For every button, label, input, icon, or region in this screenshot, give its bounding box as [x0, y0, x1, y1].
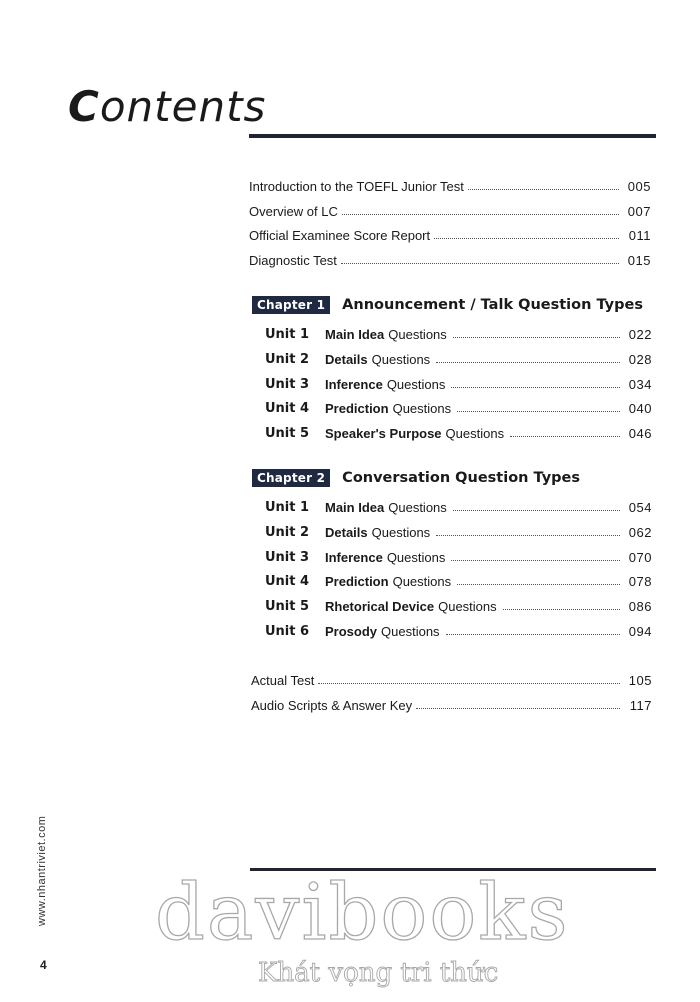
- unit-question-type: Questions: [388, 327, 447, 342]
- title-initial: C: [68, 82, 100, 131]
- toc-entry-diagnostic[interactable]: [249, 246, 651, 268]
- leader-dots: [342, 213, 619, 215]
- unit-page: 040: [628, 401, 652, 416]
- chapter-2-unit-1[interactable]: [265, 493, 652, 515]
- unit-page: 022: [628, 327, 652, 342]
- leader-dots: [451, 386, 620, 388]
- leader-dots: [446, 633, 620, 635]
- unit-label: Unit 1: [265, 327, 310, 342]
- unit-topic: Details: [325, 525, 368, 540]
- toc-entry-page: 105: [628, 673, 652, 688]
- chapter-1-unit-3[interactable]: [265, 370, 652, 392]
- title-rest: ontents: [99, 82, 267, 131]
- unit-label: Unit 5: [265, 426, 310, 441]
- unit-page: 070: [628, 550, 652, 565]
- chapter-1-unit-2[interactable]: [265, 345, 652, 367]
- unit-question-type: Questions: [445, 426, 505, 441]
- chapter-1-unit-4[interactable]: [265, 394, 652, 416]
- unit-label: Unit 1: [265, 500, 310, 515]
- chapter-1-unit-1[interactable]: [265, 320, 652, 342]
- leader-dots: [457, 583, 620, 585]
- unit-question-type: Questions: [386, 550, 446, 565]
- chapter-1-heading[interactable]: [252, 296, 643, 314]
- toc-entry-page: 117: [629, 698, 652, 713]
- unit-label: Unit 2: [265, 352, 310, 367]
- unit-page: 054: [628, 500, 652, 515]
- leader-dots: [436, 534, 620, 536]
- unit-page: 028: [628, 352, 652, 367]
- unit-question-type: Questions: [388, 500, 447, 515]
- unit-question-type: Questions: [371, 525, 431, 540]
- watermark-slogan: Khát vọng tri thức: [258, 958, 499, 988]
- unit-page: 078: [628, 574, 652, 589]
- unit-question-type: Questions: [371, 352, 431, 367]
- leader-dots: [318, 682, 620, 684]
- toc-entry-audio-scripts[interactable]: [251, 691, 652, 713]
- toc-entry-page: 007: [627, 204, 651, 219]
- chapter-title: Conversation Question Types: [342, 470, 580, 486]
- toc-entry-overview[interactable]: [249, 197, 651, 219]
- toc-entry-label: Overview of LC: [249, 204, 338, 219]
- toc-entry-introduction[interactable]: [249, 172, 651, 194]
- leader-dots: [457, 410, 620, 412]
- unit-topic: Prediction: [325, 401, 389, 416]
- toc-entry-label: Audio Scripts & Answer Key: [251, 698, 413, 713]
- unit-page: 046: [628, 426, 652, 441]
- toc-entry-label: Diagnostic Test: [249, 253, 337, 268]
- leader-dots: [503, 608, 620, 610]
- leader-dots: [453, 336, 620, 338]
- leader-dots: [510, 435, 620, 437]
- toc-entry-label: Actual Test: [251, 673, 315, 688]
- unit-question-type: Questions: [438, 599, 497, 614]
- toc-entry-page: 005: [627, 179, 651, 194]
- chapter-2-unit-4[interactable]: [265, 567, 652, 589]
- leader-dots: [468, 188, 619, 190]
- unit-label: Unit 6: [265, 624, 310, 639]
- toc-entry-label: Official Examinee Score Report: [249, 228, 431, 243]
- chapter-2-unit-5[interactable]: [265, 592, 652, 614]
- leader-dots: [341, 262, 619, 264]
- publisher-url: www.nhantriviet.com: [36, 815, 48, 926]
- unit-topic: Main Idea: [325, 500, 385, 515]
- unit-page: 086: [628, 599, 652, 614]
- toc-entry-label: Introduction to the TOEFL Junior Test: [249, 179, 464, 194]
- leader-dots: [434, 237, 619, 239]
- leader-dots: [451, 559, 620, 561]
- chapter-title: Announcement / Talk Question Types: [342, 297, 643, 313]
- unit-label: Unit 5: [265, 599, 310, 614]
- toc-entry-page: 011: [628, 228, 651, 243]
- chapter-2-unit-6[interactable]: [265, 617, 652, 639]
- unit-label: Unit 2: [265, 525, 310, 540]
- unit-question-type: Questions: [381, 624, 440, 639]
- unit-page: 094: [628, 624, 652, 639]
- unit-question-type: Questions: [392, 574, 452, 589]
- unit-label: Unit 3: [265, 377, 310, 392]
- unit-page: 062: [628, 525, 652, 540]
- unit-topic: Inference: [325, 550, 383, 565]
- unit-question-type: Questions: [392, 401, 452, 416]
- unit-label: Unit 4: [265, 401, 310, 416]
- chapter-2-heading[interactable]: [252, 469, 580, 487]
- chapter-2-unit-3[interactable]: [265, 543, 652, 565]
- chapter-2-unit-2[interactable]: [265, 518, 652, 540]
- chapter-badge: Chapter 2: [252, 469, 330, 487]
- unit-topic: Prosody: [325, 624, 378, 639]
- leader-dots: [416, 707, 620, 709]
- leader-dots: [436, 361, 620, 363]
- chapter-1-unit-5[interactable]: [265, 419, 652, 441]
- unit-question-type: Questions: [386, 377, 446, 392]
- page-title: [68, 82, 266, 131]
- unit-topic: Details: [325, 352, 368, 367]
- watermark-logo: davibooks: [155, 868, 570, 958]
- unit-label: Unit 3: [265, 550, 310, 565]
- unit-topic: Main Idea: [325, 327, 385, 342]
- chapter-badge: Chapter 1: [252, 296, 330, 314]
- unit-label: Unit 4: [265, 574, 310, 589]
- title-rule: [249, 134, 656, 138]
- unit-page: 034: [628, 377, 652, 392]
- toc-entry-page: 015: [627, 253, 651, 268]
- toc-entry-score-report[interactable]: [249, 221, 651, 243]
- page-number: 4: [40, 958, 47, 972]
- unit-topic: Inference: [325, 377, 383, 392]
- unit-topic: Speaker's Purpose: [325, 426, 442, 441]
- toc-entry-actual-test[interactable]: [251, 666, 652, 688]
- unit-topic: Prediction: [325, 574, 389, 589]
- leader-dots: [453, 509, 620, 511]
- unit-topic: Rhetorical Device: [325, 599, 435, 614]
